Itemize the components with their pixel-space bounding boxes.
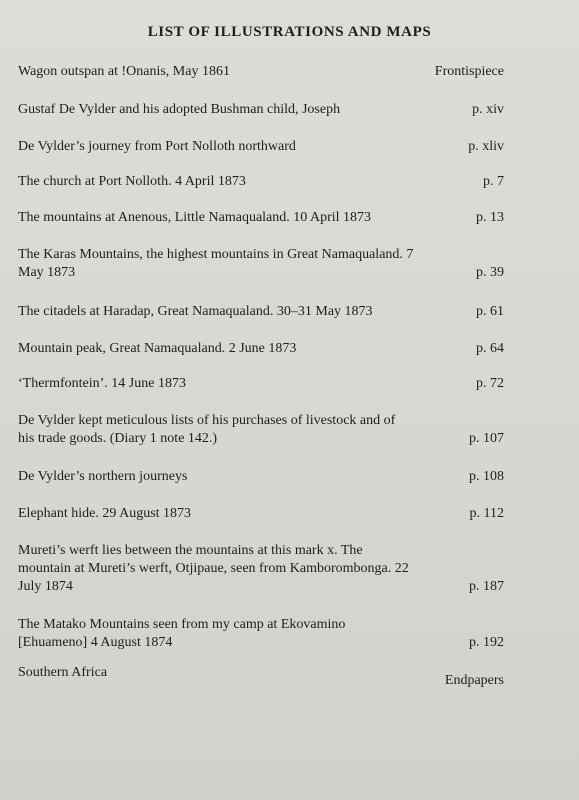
list-item <box>18 412 504 448</box>
entry-caption: The Karas Mountains, the highest mountains in Great Namaqualand. 7 May 1873 <box>18 247 414 280</box>
list-item <box>18 303 504 321</box>
page-title: LIST OF ILLUSTRATIONS AND MAPS <box>147 24 432 40</box>
list-item <box>18 101 504 119</box>
entry-caption: ‘Thermfontein’. 14 June 1873 <box>18 376 186 391</box>
entry-page: p. 107 <box>469 431 504 446</box>
entry-page: p. 192 <box>469 635 504 650</box>
entry-caption: Mureti’s werft lies between the mountains at this mark x. The mountain at Mureti’s werft, Otjipaue, seen from Kamborombonga. 22 July 1874 <box>18 543 409 594</box>
list-item <box>18 542 504 596</box>
entry-page: p. xliv <box>468 139 504 154</box>
entry-page: p. 187 <box>469 579 504 594</box>
entry-page: p. 7 <box>483 174 504 189</box>
list-item <box>18 375 504 393</box>
list-item <box>18 468 504 486</box>
list-item <box>18 246 504 282</box>
entry-caption: Gustaf De Vylder and his adopted Bushman child, Joseph <box>18 102 341 117</box>
entry-caption: De Vylder kept meticulous lists of his purchases of livestock and of his trade goods. (Diary 1 note 142.) <box>18 413 396 446</box>
entry-page: p. 13 <box>476 210 504 225</box>
entry-page: Frontispiece <box>434 64 504 79</box>
list-item <box>18 173 504 191</box>
entry-page: p. 39 <box>476 265 504 280</box>
entry-page: p. 112 <box>469 506 504 521</box>
list-item <box>18 340 504 358</box>
list-item <box>18 63 504 81</box>
entry-caption: Wagon outspan at !Onanis, May 1861 <box>18 64 230 79</box>
entry-caption: Southern Africa <box>18 665 108 680</box>
list-item <box>18 616 504 652</box>
list-item <box>18 664 504 688</box>
entry-caption: The mountains at Anenous, Little Namaqualand. 10 April 1873 <box>18 210 372 225</box>
entry-page: p. 61 <box>476 304 504 319</box>
entry-caption: Mountain peak, Great Namaqualand. 2 June 1873 <box>18 341 297 356</box>
entry-page: p. 64 <box>476 341 504 356</box>
entry-caption: The citadels at Haradap, Great Namaqualand. 30–31 May 1873 <box>18 304 373 319</box>
list-item <box>18 209 504 227</box>
entry-page: Endpapers <box>444 673 504 688</box>
entry-page: p. 108 <box>469 469 504 484</box>
entry-page: p. xiv <box>472 102 504 117</box>
entry-page: p. 72 <box>476 376 504 391</box>
entry-caption: The Matako Mountains seen from my camp at Ekovamino [Ehuameno] 4 August 1874 <box>18 617 346 650</box>
list-item <box>18 138 504 156</box>
entry-caption: The church at Port Nolloth. 4 April 1873 <box>18 174 246 189</box>
list-item <box>18 505 504 523</box>
entry-caption: De Vylder’s journey from Port Nolloth northward <box>18 139 296 154</box>
entry-caption: Elephant hide. 29 August 1873 <box>18 506 192 521</box>
entry-caption: De Vylder’s northern journeys <box>18 469 188 484</box>
